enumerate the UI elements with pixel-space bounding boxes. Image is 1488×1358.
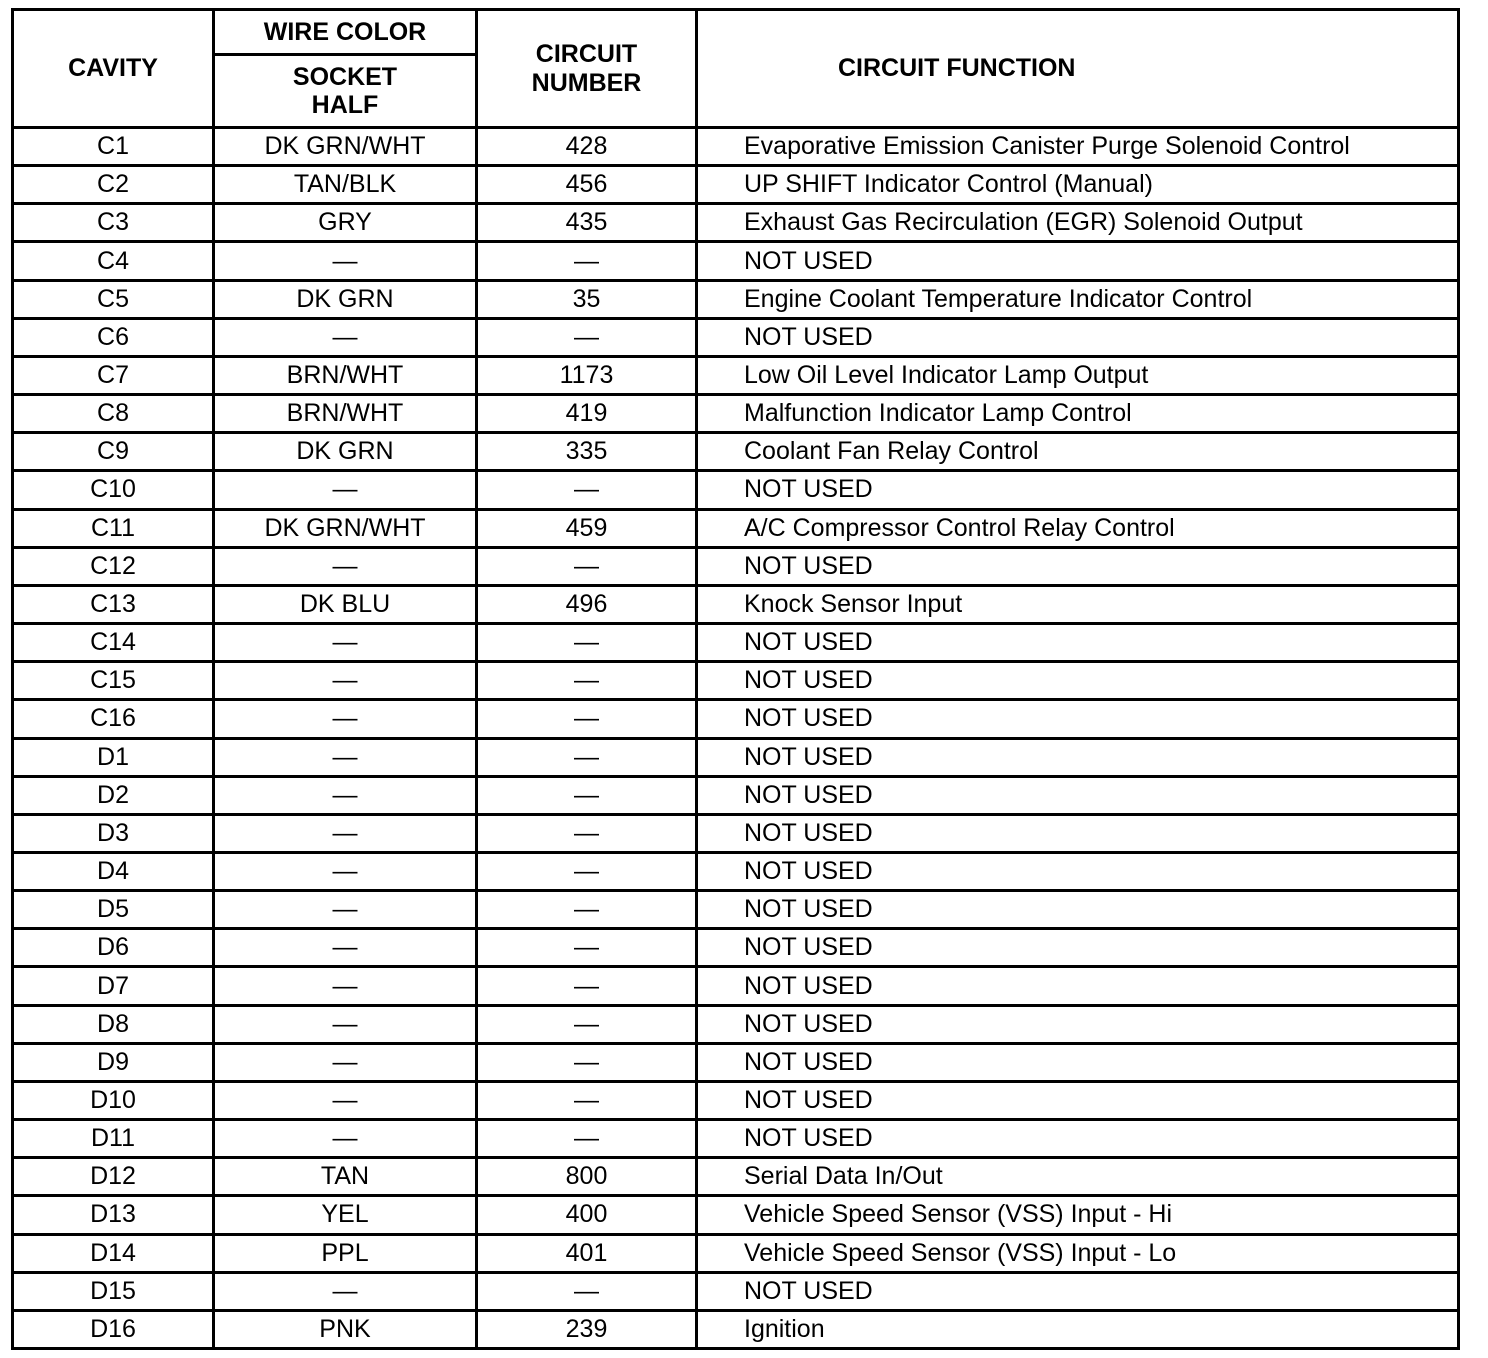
circuit-number-cell: — — [477, 471, 697, 509]
wire-color-cell: — — [214, 1005, 477, 1043]
table-row — [13, 128, 1459, 166]
wire-color-cell: — — [214, 662, 477, 700]
table-row — [13, 814, 1459, 852]
table-row — [13, 1043, 1459, 1081]
cavity-cell: C12 — [13, 547, 214, 585]
table-row — [13, 1158, 1459, 1196]
cavity-cell: D13 — [13, 1196, 214, 1234]
cavity-cell: C13 — [13, 585, 214, 623]
circuit-function-cell: NOT USED — [697, 1043, 1459, 1081]
circuit-function-cell: Malfunction Indicator Lamp Control — [697, 395, 1459, 433]
circuit-number-cell: 401 — [477, 1234, 697, 1272]
cavity-cell: D12 — [13, 1158, 214, 1196]
circuit-function-cell: Serial Data In/Out — [697, 1158, 1459, 1196]
circuit-number-cell: 800 — [477, 1158, 697, 1196]
circuit-function-cell: NOT USED — [697, 318, 1459, 356]
header-row-top — [13, 10, 1459, 55]
header-socket-half-label: SOCKET HALF — [292, 63, 398, 119]
circuit-function-cell: Coolant Fan Relay Control — [697, 433, 1459, 471]
table-row — [13, 433, 1459, 471]
cavity-cell: D2 — [13, 776, 214, 814]
cavity-cell: C15 — [13, 662, 214, 700]
table-row — [13, 395, 1459, 433]
circuit-number-cell: — — [477, 1272, 697, 1310]
cavity-cell: D5 — [13, 891, 214, 929]
table-row — [13, 1120, 1459, 1158]
circuit-function-cell: Vehicle Speed Sensor (VSS) Input - Lo — [697, 1234, 1459, 1272]
table-row — [13, 776, 1459, 814]
circuit-number-cell: — — [477, 967, 697, 1005]
wire-color-cell: PPL — [214, 1234, 477, 1272]
wire-color-cell: TAN/BLK — [214, 166, 477, 204]
cavity-cell: C16 — [13, 700, 214, 738]
table-row — [13, 280, 1459, 318]
cavity-cell: C11 — [13, 509, 214, 547]
circuit-number-cell: 35 — [477, 280, 697, 318]
table-row — [13, 738, 1459, 776]
circuit-function-cell: A/C Compressor Control Relay Control — [697, 509, 1459, 547]
circuit-number-cell: — — [477, 891, 697, 929]
circuit-number-cell: — — [477, 738, 697, 776]
header-circuit-function: CIRCUIT FUNCTION — [697, 10, 1459, 128]
circuit-function-cell: NOT USED — [697, 967, 1459, 1005]
wire-color-cell: DK GRN/WHT — [214, 509, 477, 547]
wire-color-cell: PNK — [214, 1310, 477, 1348]
table-row — [13, 967, 1459, 1005]
circuit-function-cell: NOT USED — [697, 471, 1459, 509]
circuit-number-cell: — — [477, 242, 697, 280]
cavity-cell: D10 — [13, 1081, 214, 1119]
circuit-function-cell: Ignition — [697, 1310, 1459, 1348]
wire-color-cell: — — [214, 929, 477, 967]
wire-color-cell: — — [214, 1272, 477, 1310]
wire-color-cell: — — [214, 738, 477, 776]
connector-pinout-table — [11, 8, 1460, 1350]
table-row — [13, 1196, 1459, 1234]
table-row — [13, 356, 1459, 394]
cavity-cell: D14 — [13, 1234, 214, 1272]
header-cavity: CAVITY — [13, 10, 214, 128]
circuit-function-cell: NOT USED — [697, 242, 1459, 280]
cavity-cell: D8 — [13, 1005, 214, 1043]
circuit-number-cell: 1173 — [477, 356, 697, 394]
cavity-cell: C10 — [13, 471, 214, 509]
table-row — [13, 585, 1459, 623]
table-row — [13, 204, 1459, 242]
table-row — [13, 700, 1459, 738]
circuit-number-cell: 496 — [477, 585, 697, 623]
header-wire-color: WIRE COLOR — [214, 10, 477, 55]
circuit-number-cell: — — [477, 929, 697, 967]
table-row — [13, 471, 1459, 509]
circuit-function-cell: NOT USED — [697, 1005, 1459, 1043]
circuit-number-cell: 459 — [477, 509, 697, 547]
cavity-cell: C6 — [13, 318, 214, 356]
table-row — [13, 1272, 1459, 1310]
table-row — [13, 662, 1459, 700]
header-circuit-number-label: CIRCUIT NUMBER — [531, 39, 642, 97]
circuit-function-cell: UP SHIFT Indicator Control (Manual) — [697, 166, 1459, 204]
circuit-function-cell: NOT USED — [697, 1081, 1459, 1119]
circuit-function-cell: NOT USED — [697, 891, 1459, 929]
circuit-number-cell: 400 — [477, 1196, 697, 1234]
table-row — [13, 1081, 1459, 1119]
table-row — [13, 1234, 1459, 1272]
circuit-number-cell: 335 — [477, 433, 697, 471]
table-row — [13, 166, 1459, 204]
circuit-function-cell: NOT USED — [697, 624, 1459, 662]
circuit-number-cell: — — [477, 547, 697, 585]
cavity-cell: C9 — [13, 433, 214, 471]
wire-color-cell: — — [214, 471, 477, 509]
wire-color-cell: TAN — [214, 1158, 477, 1196]
table-row — [13, 1005, 1459, 1043]
cavity-cell: C7 — [13, 356, 214, 394]
circuit-number-cell: — — [477, 318, 697, 356]
table-header — [13, 10, 1459, 128]
table-row — [13, 509, 1459, 547]
circuit-function-cell: NOT USED — [697, 738, 1459, 776]
wire-color-cell: DK GRN/WHT — [214, 128, 477, 166]
wire-color-cell: — — [214, 1120, 477, 1158]
header-socket-half — [214, 55, 477, 128]
cavity-cell: C8 — [13, 395, 214, 433]
circuit-function-cell: Exhaust Gas Recirculation (EGR) Solenoid Output — [697, 204, 1459, 242]
wire-color-cell: GRY — [214, 204, 477, 242]
circuit-function-cell: NOT USED — [697, 929, 1459, 967]
wire-color-cell: DK GRN — [214, 280, 477, 318]
cavity-cell: C14 — [13, 624, 214, 662]
circuit-number-cell: — — [477, 852, 697, 890]
table-row — [13, 318, 1459, 356]
cavity-cell: D7 — [13, 967, 214, 1005]
wire-color-cell: — — [214, 852, 477, 890]
wire-color-cell: — — [214, 624, 477, 662]
table-row — [13, 547, 1459, 585]
circuit-function-cell: NOT USED — [697, 700, 1459, 738]
circuit-number-cell: — — [477, 1120, 697, 1158]
table-body — [13, 128, 1459, 1349]
circuit-function-cell: NOT USED — [697, 662, 1459, 700]
circuit-number-cell: — — [477, 776, 697, 814]
wire-color-cell: BRN/WHT — [214, 356, 477, 394]
circuit-function-cell: Engine Coolant Temperature Indicator Control — [697, 280, 1459, 318]
circuit-function-cell: Knock Sensor Input — [697, 585, 1459, 623]
circuit-number-cell: 419 — [477, 395, 697, 433]
table-row — [13, 242, 1459, 280]
header-circuit-number — [477, 10, 697, 128]
circuit-function-cell: Evaporative Emission Canister Purge Solenoid Control — [697, 128, 1459, 166]
cavity-cell: D16 — [13, 1310, 214, 1348]
circuit-number-cell: — — [477, 624, 697, 662]
circuit-number-cell: — — [477, 1005, 697, 1043]
wire-color-cell: — — [214, 318, 477, 356]
wire-color-cell: — — [214, 242, 477, 280]
cavity-cell: C4 — [13, 242, 214, 280]
connector-pinout-sheet — [11, 8, 1457, 1350]
circuit-number-cell: — — [477, 1081, 697, 1119]
cavity-cell: C1 — [13, 128, 214, 166]
table-row — [13, 624, 1459, 662]
wire-color-cell: — — [214, 700, 477, 738]
wire-color-cell: YEL — [214, 1196, 477, 1234]
cavity-cell: D11 — [13, 1120, 214, 1158]
circuit-function-cell: NOT USED — [697, 1272, 1459, 1310]
wire-color-cell: — — [214, 891, 477, 929]
cavity-cell: D3 — [13, 814, 214, 852]
cavity-cell: C2 — [13, 166, 214, 204]
cavity-cell: C5 — [13, 280, 214, 318]
table-row — [13, 929, 1459, 967]
table-row — [13, 852, 1459, 890]
circuit-number-cell: — — [477, 700, 697, 738]
cavity-cell: D6 — [13, 929, 214, 967]
circuit-function-cell: NOT USED — [697, 547, 1459, 585]
wire-color-cell: — — [214, 547, 477, 585]
circuit-function-cell: NOT USED — [697, 852, 1459, 890]
cavity-cell: C3 — [13, 204, 214, 242]
wire-color-cell: — — [214, 776, 477, 814]
circuit-number-cell: 456 — [477, 166, 697, 204]
circuit-number-cell: — — [477, 662, 697, 700]
table-row — [13, 891, 1459, 929]
cavity-cell: D15 — [13, 1272, 214, 1310]
wire-color-cell: — — [214, 967, 477, 1005]
circuit-number-cell: — — [477, 1043, 697, 1081]
cavity-cell: D9 — [13, 1043, 214, 1081]
circuit-number-cell: 435 — [477, 204, 697, 242]
circuit-number-cell: 239 — [477, 1310, 697, 1348]
circuit-function-cell: Low Oil Level Indicator Lamp Output — [697, 356, 1459, 394]
circuit-function-cell: NOT USED — [697, 1120, 1459, 1158]
circuit-function-cell: Vehicle Speed Sensor (VSS) Input - Hi — [697, 1196, 1459, 1234]
wire-color-cell: DK GRN — [214, 433, 477, 471]
wire-color-cell: — — [214, 1043, 477, 1081]
wire-color-cell: — — [214, 814, 477, 852]
cavity-cell: D4 — [13, 852, 214, 890]
wire-color-cell: DK BLU — [214, 585, 477, 623]
circuit-number-cell: — — [477, 814, 697, 852]
circuit-function-cell: NOT USED — [697, 776, 1459, 814]
cavity-cell: D1 — [13, 738, 214, 776]
circuit-function-cell: NOT USED — [697, 814, 1459, 852]
wire-color-cell: — — [214, 1081, 477, 1119]
wire-color-cell: BRN/WHT — [214, 395, 477, 433]
table-row — [13, 1310, 1459, 1348]
circuit-number-cell: 428 — [477, 128, 697, 166]
